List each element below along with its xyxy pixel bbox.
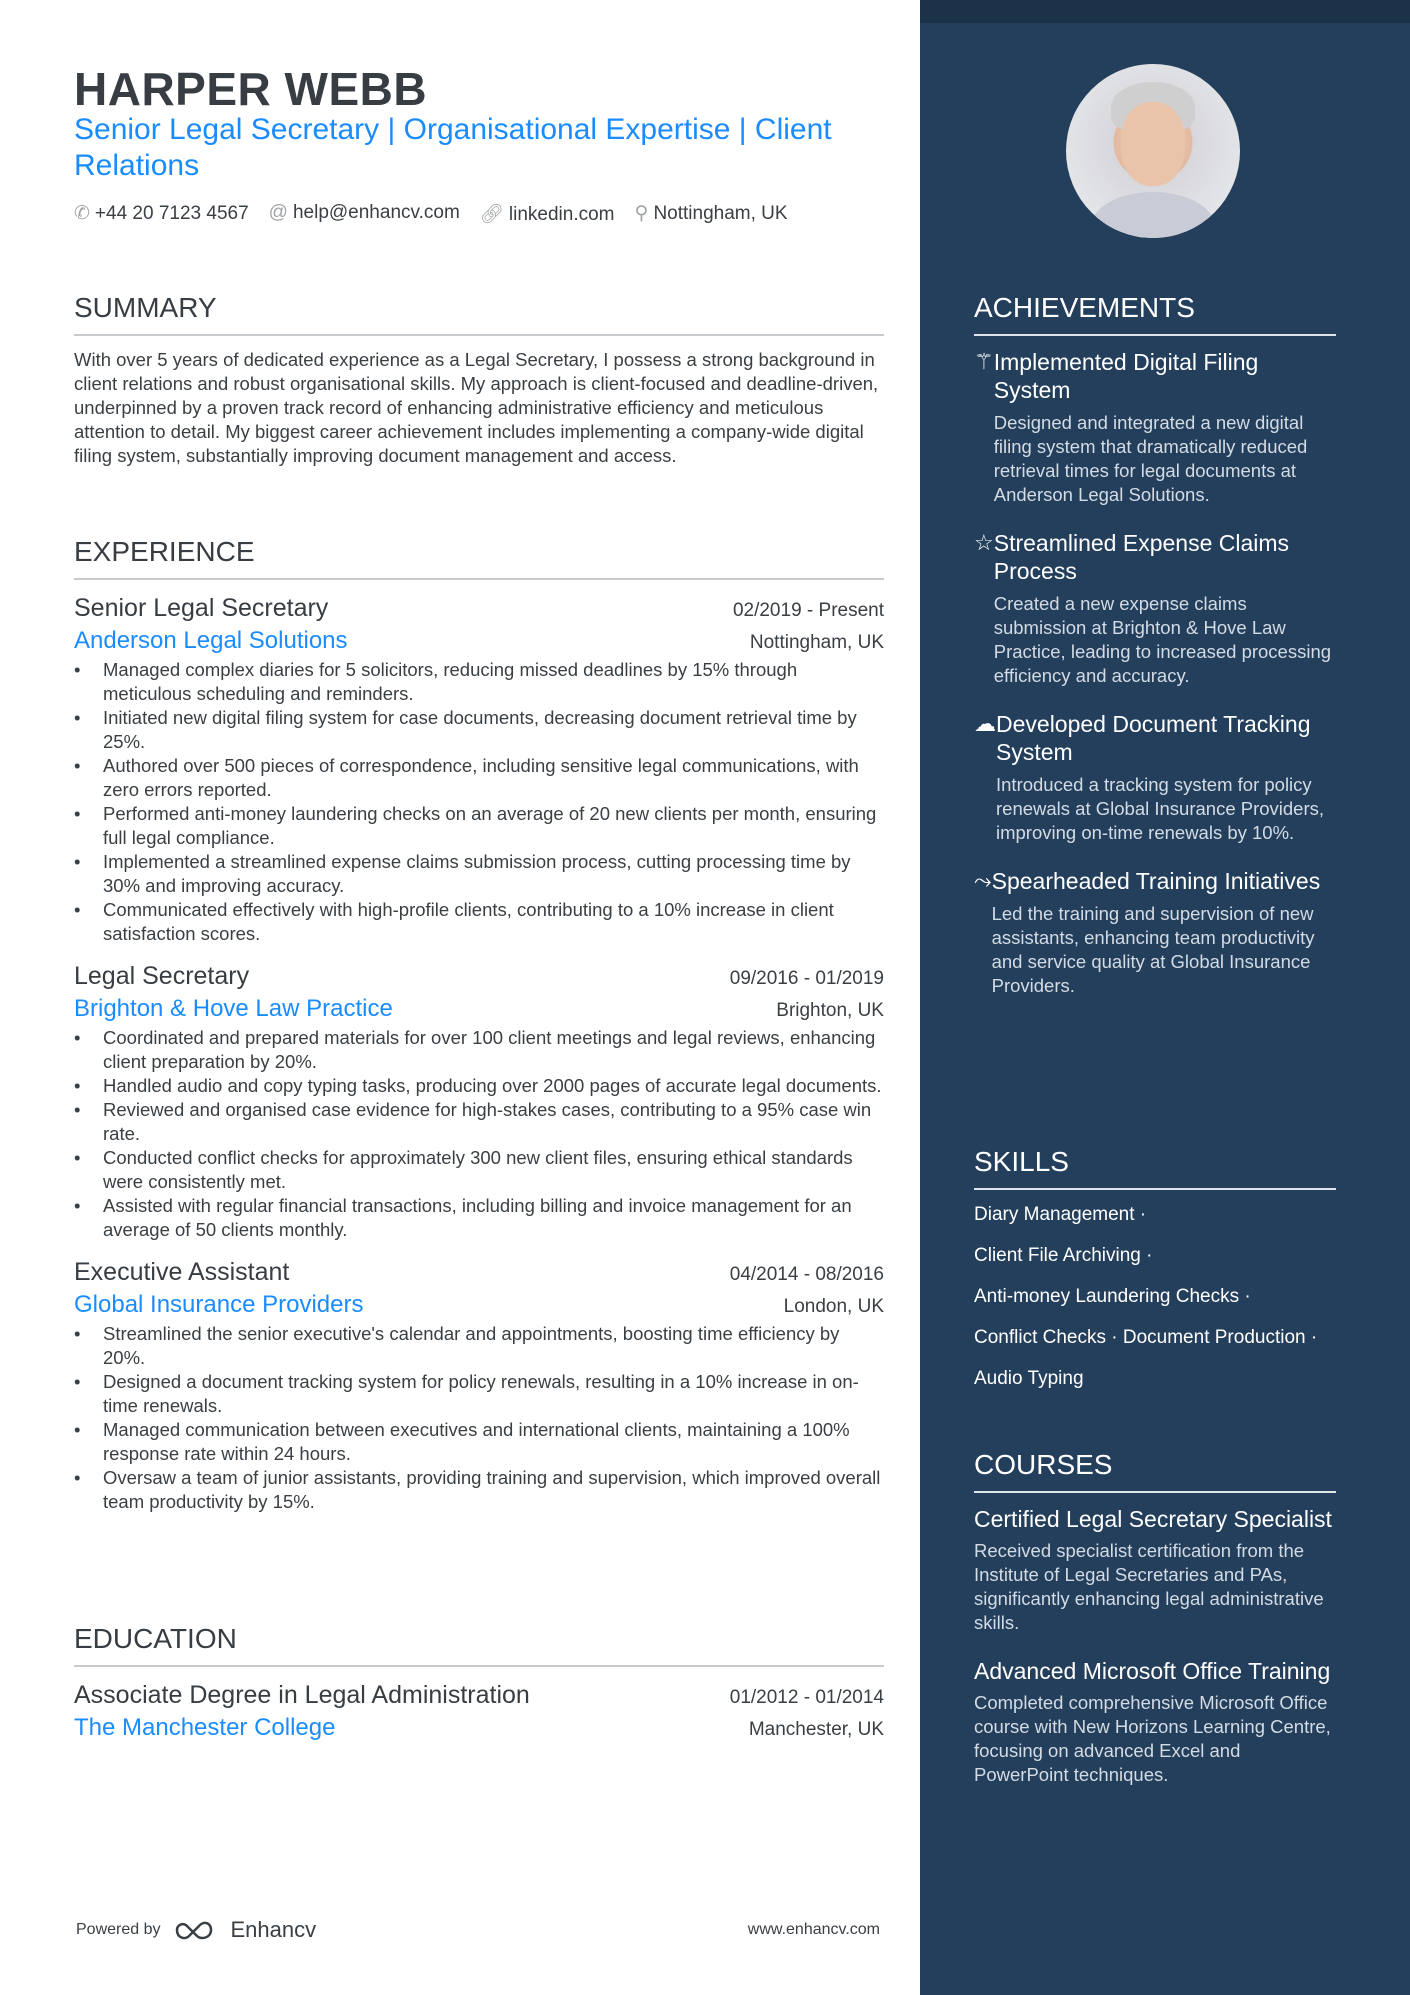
bullet-item: • Designed a document tracking system for policy renewals, resulting in a 10% increase in on-time renewals. (74, 1370, 884, 1418)
bullet-item: • Managed complex diaries for 5 solicitors, reducing missed deadlines by 15% through meticulous scheduling and reminders. (74, 658, 884, 706)
course-title: Advanced Microsoft Office Training (974, 1658, 1331, 1684)
achievement-title: Developed Document Tracking System (996, 711, 1311, 765)
job-dates: 04/2014 - 08/2016 (729, 1264, 884, 1285)
skill-item: Diary Management · (974, 1204, 1147, 1225)
brain-icon: ☁ (974, 711, 996, 736)
link-icon: 🔗︎ (479, 204, 504, 225)
section-heading: ACHIEVEMENTS (974, 291, 1336, 336)
bullet-item: • Coordinated and prepared materials for over 100 client meetings and legal reviews, enhancing client preparation by 20%. (74, 1026, 884, 1074)
contact-link[interactable]: 🔗︎ linkedin.com (479, 204, 615, 225)
bullet-item: • Handled audio and copy typing tasks, producing over 2000 pages of accurate legal documents. (74, 1074, 884, 1098)
job-title: Executive Assistant (74, 1258, 290, 1286)
section-heading: EDUCATION (74, 1622, 884, 1667)
skill-item: Anti-money Laundering Checks · (974, 1286, 1251, 1307)
achievement-desc: Led the training and supervision of new assistants, enhancing team productivity and service quality at Global Insurance Providers. (991, 903, 1315, 996)
school: The Manchester College (74, 1714, 336, 1741)
achievement-desc: Introduced a tracking system for policy renewals at Global Insurance Providers, improving on-time renewals by 10%. (996, 774, 1325, 843)
summary-section (74, 291, 884, 468)
footer (76, 1917, 880, 1943)
summary-text: With over 5 years of dedicated experience as a Legal Secretary, I possess a strong background in client relations and robust organisational skills. My approach is client-focused and deadline-driven, underpinned by a proven track record of enhancing administrative efficiency and meticulous attention to detail. My biggest career achievement includes implementing a company-wide digital filing system, substantially improving document management and access. (74, 349, 879, 466)
job-location: Nottingham, UK (749, 632, 884, 653)
bullet-item: • Conducted conflict checks for approximately 300 new client files, ensuring ethical standards were consistently met. (74, 1146, 884, 1194)
courses-section (974, 1448, 1336, 1809)
experience-section (74, 535, 884, 1528)
website-link[interactable]: www.enhancv.com (747, 1921, 880, 1938)
achievement-title: Spearheaded Training Initiatives (991, 868, 1321, 894)
skill-item: Client File Archiving · (974, 1245, 1153, 1266)
job-entry (74, 960, 884, 1242)
enhancv-logo-icon (173, 1918, 219, 1942)
phone-icon: ✆ (74, 203, 90, 224)
company-name: Brighton & Hove Law Practice (74, 995, 393, 1022)
location-pin-icon: ⚲ (634, 203, 649, 224)
job-bullets (74, 658, 884, 946)
route-icon: ⤳ (974, 868, 992, 893)
bullet-item: • Reviewed and organised case evidence for high-stakes cases, contributing to a 95% case win rate. (74, 1098, 884, 1146)
at-icon: @ (268, 202, 288, 223)
candidate-title: Senior Legal Secretary | Organisational Expertise | Client Relations (74, 113, 832, 182)
achievement-item (974, 867, 1336, 998)
powered-by: Powered by Enhancv (76, 1917, 317, 1942)
contact-phone: ✆ +44 20 7123 4567 (74, 203, 249, 224)
job-entry (74, 592, 884, 946)
bullet-item: • Assisted with regular financial transactions, including billing and invoice management for an average of 50 clients monthly. (74, 1194, 884, 1242)
degree: Associate Degree in Legal Administration (74, 1681, 530, 1709)
skill-item: Audio Typing (974, 1368, 1084, 1389)
profile-photo (1066, 64, 1240, 238)
company-name: Anderson Legal Solutions (74, 627, 348, 654)
job-location: London, UK (783, 1296, 884, 1317)
contact-info (74, 202, 788, 226)
education-section (74, 1622, 884, 1745)
education-location: Manchester, UK (748, 1719, 884, 1740)
bullet-item: • Performed anti-money laundering checks on an average of 20 new clients per month, ensuring full legal compliance. (74, 802, 884, 850)
course-item (974, 1505, 1336, 1635)
contact-location: ⚲ Nottingham, UK (634, 203, 788, 224)
bullet-item: • Initiated new digital filing system for case documents, decreasing document retrieval time by 25%. (74, 706, 884, 754)
achievement-title: Streamlined Expense Claims Process (993, 530, 1290, 584)
course-title: Certified Legal Secretary Specialist (974, 1506, 1332, 1532)
sidebar-top-strip (920, 0, 1410, 23)
section-heading: SKILLS (974, 1145, 1336, 1190)
bullet-item: • Streamlined the senior executive's calendar and appointments, boosting time efficiency by 20%. (74, 1322, 884, 1370)
achievement-item (974, 348, 1336, 507)
achievement-item (974, 710, 1336, 845)
job-dates: 02/2019 - Present (732, 600, 884, 621)
star-icon: ☆ (974, 530, 994, 555)
enhancv-brand: Enhancv (230, 1917, 317, 1942)
section-heading: EXPERIENCE (74, 535, 884, 580)
section-heading: SUMMARY (74, 291, 884, 336)
education-dates: 01/2012 - 01/2014 (729, 1687, 884, 1708)
bullet-item: • Implemented a streamlined expense claims submission process, cutting processing time by 30% and improving accuracy. (74, 850, 884, 898)
skill-item: Conflict Checks · Document Production · (974, 1327, 1318, 1348)
job-title: Legal Secretary (74, 962, 250, 990)
job-dates: 09/2016 - 01/2019 (729, 968, 884, 989)
bullet-item: • Authored over 500 pieces of correspondence, including sensitive legal communications, with zero errors reported. (74, 754, 884, 802)
bullet-item: • Communicated effectively with high-profile clients, contributing to a 10% increase in client satisfaction scores. (74, 898, 884, 946)
magic-wand-icon: ⚚ (974, 349, 994, 374)
bullet-item: • Managed communication between executives and international clients, maintaining a 100% response rate within 24 hours. (74, 1418, 884, 1466)
sidebar (920, 0, 1410, 1995)
contact-email[interactable]: @ help@enhancv.com (268, 202, 460, 223)
company-name: Global Insurance Providers (74, 1291, 364, 1318)
job-entry (74, 1256, 884, 1514)
course-item (974, 1657, 1336, 1787)
job-location: Brighton, UK (776, 1000, 884, 1021)
bullet-item: • Oversaw a team of junior assistants, providing training and supervision, which improved overall team productivity by 15%. (74, 1466, 884, 1514)
achievement-title: Implemented Digital Filing System (993, 349, 1259, 403)
skills-section (974, 1145, 1336, 1399)
job-bullets (74, 1026, 884, 1242)
achievement-item (974, 529, 1336, 688)
course-desc: Completed comprehensive Microsoft Office course with New Horizons Learning Centre, focusing on advanced Excel and PowerPoint techniques. (974, 1692, 1331, 1785)
section-heading: COURSES (974, 1448, 1336, 1493)
achievement-desc: Created a new expense claims submission at Brighton & Hove Law Practice, leading to increased processing efficiency and accuracy. (993, 593, 1332, 686)
achievements-section (974, 291, 1336, 1020)
job-title: Senior Legal Secretary (74, 594, 329, 622)
candidate-name: HARPER WEBB (74, 63, 428, 115)
achievement-desc: Designed and integrated a new digital filing system that dramatically reduced retrieval times for legal documents at Anderson Legal Solutions. (993, 412, 1308, 505)
job-bullets (74, 1322, 884, 1514)
course-desc: Received specialist certification from the Institute of Legal Secretaries and PAs, significantly enhancing legal administrative skills. (974, 1540, 1324, 1633)
